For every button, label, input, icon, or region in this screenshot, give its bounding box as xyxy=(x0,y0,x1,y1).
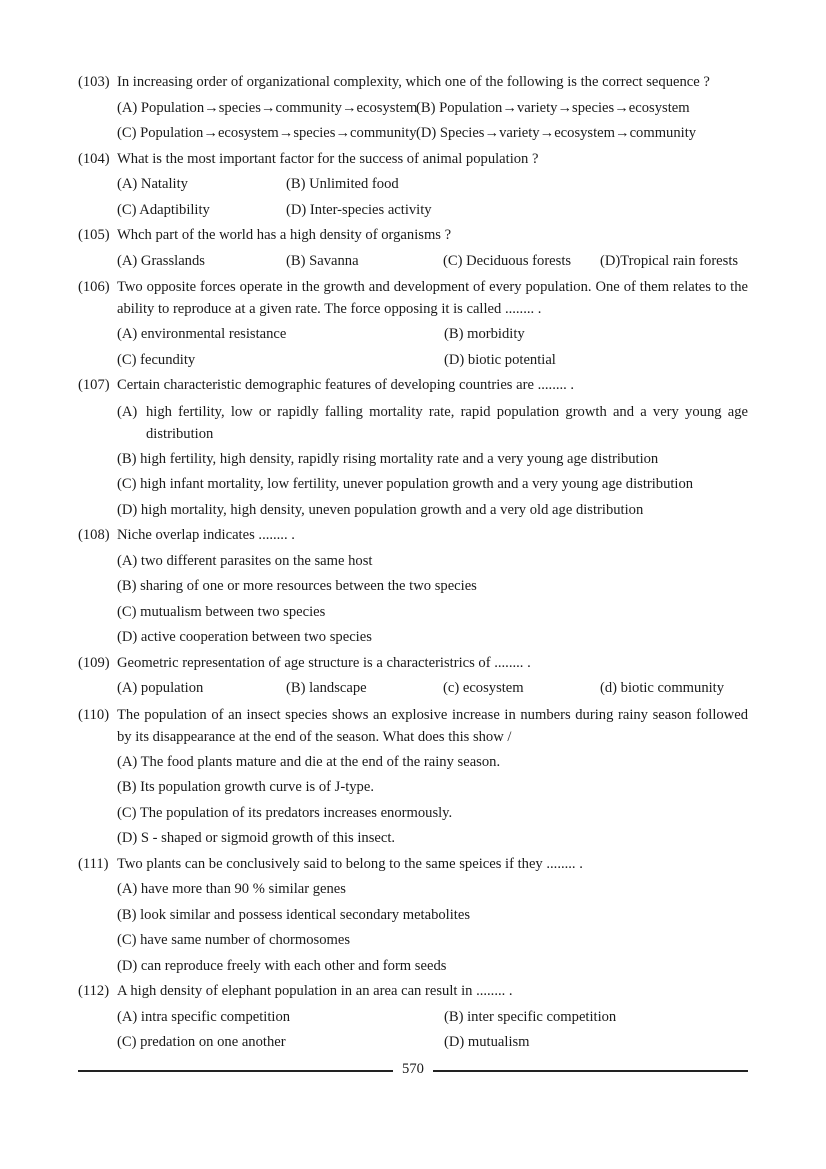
question-text: Certain characteristic demographic features of developing countries are ........ . xyxy=(117,377,575,393)
option-d: (D) Inter-species activity xyxy=(286,201,432,218)
question-stem xyxy=(78,979,748,1005)
question-stem xyxy=(78,147,748,173)
question-number: (104) xyxy=(78,150,110,167)
question-105 xyxy=(78,223,748,274)
page-number: 570 xyxy=(402,1061,424,1077)
question-text: Whch part of the world has a high density of organisms ? xyxy=(117,227,452,243)
option-b xyxy=(117,447,748,473)
option-d: (D)Tropical rain forests xyxy=(600,252,739,269)
option-a: (A) intra specific competition xyxy=(117,1008,291,1025)
option-c: (c) ecosystem xyxy=(443,680,524,696)
question-107 xyxy=(78,373,748,523)
question-stem xyxy=(78,651,748,677)
question-stem xyxy=(78,852,748,878)
question-103 xyxy=(78,70,748,147)
option-a: (A) Natality xyxy=(117,176,188,192)
option-d: (D) Species→variety→ecosystem→community xyxy=(416,125,697,141)
question-text: In increasing order of organizational complexity, which one of the following is the correct sequence ? xyxy=(117,74,710,90)
option-a: (A) Grasslands xyxy=(117,252,205,269)
option-b: (B) Savanna xyxy=(286,252,359,269)
question-number: (107) xyxy=(78,377,110,393)
question-stem xyxy=(78,70,748,96)
question-106 xyxy=(78,274,748,373)
option-c: (C) Population→ecosystem→species→community xyxy=(117,125,417,141)
option-c: (C) mutualism between two species xyxy=(117,603,326,620)
question-stem xyxy=(78,373,748,399)
question-number: (103) xyxy=(78,74,110,90)
option-text: high mortality, high density, uneven population growth and a very old age distribution xyxy=(140,501,644,518)
option-b: (B) inter specific competition xyxy=(444,1008,617,1025)
question-104 xyxy=(78,147,748,224)
question-number: (108) xyxy=(78,527,110,543)
question-110 xyxy=(78,702,748,852)
option-b: (B) Population→variety→species→ecosystem xyxy=(416,99,690,116)
option-a: (A) Population→species→community→ecosystem xyxy=(117,99,418,116)
question-number: (106) xyxy=(78,279,110,295)
option-b: (B) look similar and possess identical secondary metabolites xyxy=(117,906,471,923)
page-footer xyxy=(78,1059,748,1083)
question-number: (109) xyxy=(78,654,110,671)
question-number: (110) xyxy=(78,706,110,723)
option-a: (A) environmental resistance xyxy=(117,326,287,342)
option-label: (D) xyxy=(117,501,138,518)
option-c: (C) Adaptibility xyxy=(117,201,210,218)
option-a: (A) The food plants mature and die at the end of the rainy season. xyxy=(117,753,501,770)
option-a: (A) population xyxy=(117,680,204,696)
question-109 xyxy=(78,651,748,702)
option-a xyxy=(117,399,748,447)
option-label: (A) xyxy=(117,403,138,420)
question-number: (105) xyxy=(78,227,110,243)
option-text: high fertility, high density, rapidly rising mortality rate and a very young age distribution xyxy=(140,450,659,467)
question-number: (112) xyxy=(78,983,110,999)
option-b: (B) Its population growth curve is of J-type. xyxy=(117,779,374,795)
option-b: (B) morbidity xyxy=(444,326,525,342)
option-text: high infant mortality, low fertility, unever population growth and a very young age distribution xyxy=(140,476,694,492)
question-list xyxy=(78,70,748,1056)
option-b: (B) Unlimited food xyxy=(286,176,399,192)
question-text: Two plants can be conclusively said to belong to the same speices if they ........ . xyxy=(117,855,583,872)
option-d: (D) can reproduce freely with each other and form seeds xyxy=(117,957,447,974)
question-text: Geometric representation of age structure is a characteristrics of ........ . xyxy=(117,654,531,671)
question-111 xyxy=(78,852,748,980)
option-a: (A) have more than 90 % similar genes xyxy=(117,881,346,897)
option-b: (B) sharing of one or more resources between the two species xyxy=(117,578,477,594)
question-108 xyxy=(78,523,748,651)
footer-rule-left xyxy=(78,1070,393,1072)
option-b: (B) landscape xyxy=(286,680,367,696)
question-text: Two opposite forces operate in the growth and development of every population. One of them relates to the ability to reproduce at a given rate. The force opposing it is called ........ . xyxy=(117,279,748,317)
option-d xyxy=(117,498,748,524)
option-c: (C) predation on one another xyxy=(117,1034,286,1050)
option-label: (C) xyxy=(117,476,137,492)
option-c: (C) The population of its predators increases enormously. xyxy=(117,804,453,821)
question-112 xyxy=(78,979,748,1056)
option-text: high fertility, low or rapidly falling mortality rate, rapid population growth and a very young age distribution xyxy=(146,403,748,442)
option-label: (B) xyxy=(117,450,137,467)
question-text: Niche overlap indicates ........ . xyxy=(117,527,295,543)
question-stem xyxy=(78,702,748,750)
option-d: (D) mutualism xyxy=(444,1034,530,1050)
question-text: A high density of elephant population in an area can result in ........ . xyxy=(117,983,513,999)
question-text: What is the most important factor for the success of animal population ? xyxy=(117,150,539,167)
question-stem xyxy=(78,223,748,249)
question-stem xyxy=(78,523,748,549)
option-c: (C) have same number of chormosomes xyxy=(117,932,351,948)
footer-rule-right xyxy=(433,1070,748,1072)
option-a: (A) two different parasites on the same host xyxy=(117,552,373,569)
option-d: (D) S - shaped or sigmoid growth of this insect. xyxy=(117,830,396,846)
question-text: The population of an insect species shows an explosive increase in numbers during rainy season followed by its disappearance at the end of the season. What does this show / xyxy=(117,706,748,745)
option-c: (C) Deciduous forests xyxy=(443,252,572,269)
question-stem xyxy=(78,274,748,322)
option-d: (d) biotic community xyxy=(600,680,725,696)
option-d: (D) active cooperation between two species xyxy=(117,629,372,645)
option-d: (D) biotic potential xyxy=(444,351,556,368)
option-c: (C) fecundity xyxy=(117,351,196,368)
question-number: (111) xyxy=(78,855,109,872)
option-c xyxy=(117,472,748,498)
